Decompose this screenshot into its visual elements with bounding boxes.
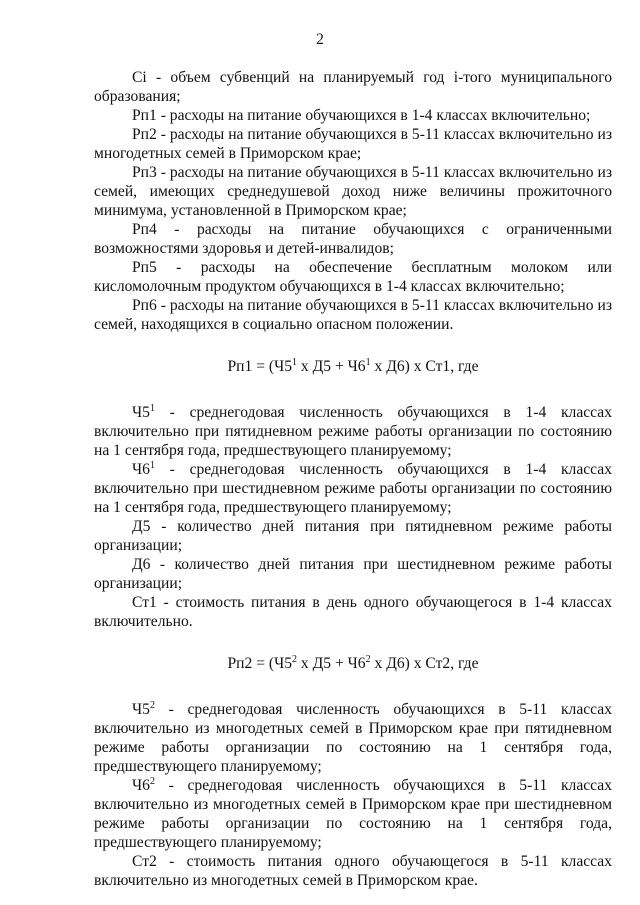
formula-rp2: $Рп2 = (Ч5^2$ х $Д5 + Ч6^2$ х Д6) х Ст2, где bbox=[227, 653, 479, 672]
definition-rp2: Рп2 - расходы на питание обучающихся в 5-11 классах включительно из многодетных семей в Приморском крае; bbox=[94, 126, 612, 162]
definition-d6: Д6 - количество дней питания при шестидневном режиме работы организации; bbox=[94, 556, 612, 592]
definition-rp3: Рп3 - расходы на питание обучающихся в 5-11 классах включительно из семей, имеющих среднедушевой доход ниже величины прожиточного минимума, установленной в Приморском крае; bbox=[94, 164, 612, 219]
definition-ch6-2: $Ч6^2$ - среднегодовая численность обучающихся в 5-11 классах включительно из многодетных семей в Приморском крае при шестидневном режиме работы организации по состоянию на 1 сентября года, предшествующего планируемому; bbox=[94, 775, 612, 851]
definition-d5: Д5 - количество дней питания при пятидневном режиме работы организации; bbox=[94, 518, 612, 554]
definition-st1: Ст1 - стоимость питания в день одного обучающегося в 1-4 классах включительно. bbox=[94, 594, 612, 630]
definition-rp6: Рп6 - расходы на питание обучающихся в 5-11 классах включительно из семей, находящихся в социально опасном положении. bbox=[94, 297, 612, 333]
document-body bbox=[94, 68, 612, 890]
definition-st2: Ст2 - стоимость питания одного обучающегося в 5-11 классах включительно из многодетных семей в Приморском крае. bbox=[94, 853, 612, 889]
definition-ch5-1: $Ч5^1$ - среднегодовая численность обучающихся в 1-4 классах включительно при пятидневном режиме работы организации по состоянию на 1 сентября года, предшествующего планируемому; bbox=[94, 402, 612, 459]
definition-ch6-1: $Ч6^1$ - среднегодовая численность обучающихся в 1-4 классах включительно при шестидневном режиме работы организации по состоянию на 1 сентября года, предшествующего планируемому; bbox=[94, 459, 612, 516]
page-number: 2 bbox=[316, 31, 324, 48]
definition-ch5-2: $Ч5^2$ - среднегодовая численность обучающихся в 5-11 классах включительно из многодетных семей в Приморском крае при пятидневном режиме работы организации по состоянию на 1 сентября года, предшествующего планируемому; bbox=[94, 699, 612, 775]
definition-rp5: Рп5 - расходы на обеспечение бесплатным молоком или кисломолочным продуктом обучающихся в 1-4 классах включительно; bbox=[94, 259, 612, 295]
formula-rp1: $Рп1 = (Ч5^1$ х $Д5 + Ч6^1$ х Д6) х Ст1, где bbox=[227, 356, 479, 375]
definition-ci: Сi - объем субвенций на планируемый год i-того муниципального образования; bbox=[94, 69, 612, 105]
definition-rp1: Рп1 - расходы на питание обучающихся в 1-4 классах включительно; bbox=[132, 107, 591, 124]
definition-rp4: Рп4 - расходы на питание обучающихся с ограниченными возможностями здоровья и детей-инвалидов; bbox=[94, 221, 612, 257]
